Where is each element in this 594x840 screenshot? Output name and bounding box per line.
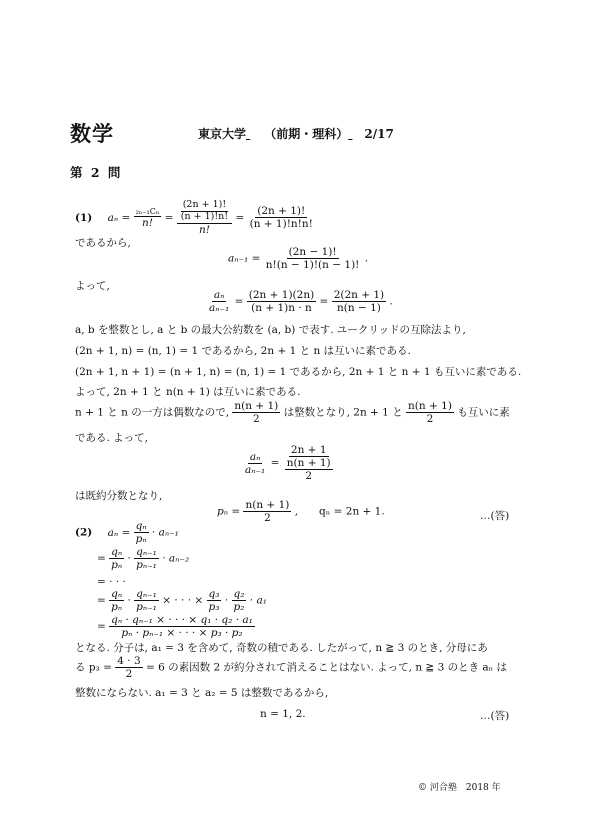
eq4-eq: = xyxy=(270,457,280,470)
line2-a: る p₃ = xyxy=(75,661,112,674)
eq2-frac xyxy=(264,246,362,271)
line2-b: = 6 の素因数 2 が約分されて消えることはない. よって, n ≧ 3 のとき aₙ は xyxy=(145,661,508,674)
part1-text-2: よって, xyxy=(75,280,110,292)
eq3-rhs-frac xyxy=(332,289,386,314)
part1-text-1: であるから, xyxy=(75,237,131,249)
part2-step-4: = $\frac{\text{qₙ}}{\text{pₙ}}$ · $\frac{\text{qₙ₋₁}}{\text{pₙ₋₁}}$ × · · · × $\frac{\text{q₃}}{\text{p₃}}$ · $\frac{\text{q₂}}{\text{p₂}}$ · a₁ xyxy=(97,588,267,614)
header-university: 東京大学 xyxy=(198,127,247,141)
eq1-frac-b xyxy=(177,200,232,236)
part1-line-6: よって, 2n + 1 と n(n + 1) は互いに素である. xyxy=(75,386,301,398)
line7-frac-2-num: n(n + 1) xyxy=(408,400,452,412)
eq1-inner-den: (n + 1)!n! xyxy=(180,210,229,222)
eq1-frac-c xyxy=(248,205,315,230)
s4-c-num: q₃ xyxy=(208,588,220,600)
part1-eq4 xyxy=(243,444,335,482)
s5-num: qₙ · qₙ₋₁ × · · · × q₁ · q₂ · a₁ xyxy=(111,614,253,626)
part1-line-7 xyxy=(75,400,510,425)
eq3-mid-num: (2n + 1)(2n) xyxy=(248,289,315,301)
eq1-n-fact-2: n! xyxy=(198,223,210,236)
s2-a-den: pₙ xyxy=(111,559,123,572)
part1-line-9: は既約分数となり, xyxy=(75,490,163,502)
line7-a: n + 1 と n の一方は偶数なので, xyxy=(75,406,230,419)
part1-label: (1) xyxy=(75,211,93,224)
line7-frac-1-num: n(n + 1) xyxy=(234,400,279,412)
subject-title: 数学 xyxy=(70,121,114,146)
line7-frac-2 xyxy=(406,400,454,425)
s4-frac-b xyxy=(134,588,159,613)
s4-b-num: qₙ₋₁ xyxy=(136,588,157,600)
eq2-lhs: aₙ₋₁ = xyxy=(228,252,261,265)
part1-eq3: $\frac{\text{aₙ}}{\text{aₙ₋₁}}$ = $\frac{(2n + 1)(2n)}{(n + 1)n \cdot n}$ = $\frac{2(2n + 1)}{n(n - 1)}$ . xyxy=(209,289,393,315)
part2-line-1: となる. 分子は, a₁ = 3 を含めて, 奇数の積である. したがって, n ≧ 3 のとき, 分母にあ xyxy=(75,642,488,654)
s1-lhs: aₙ = xyxy=(107,526,131,539)
part1-line-4: (2n + 1, n) = (n, 1) = 1 であるから, 2n + 1 と n は互いに素である. xyxy=(75,345,411,357)
s4-mid: × · · · × xyxy=(162,594,204,607)
eq4-inner-num: n(n + 1) xyxy=(286,457,331,470)
part2-answer-mark: …(答) xyxy=(480,710,510,722)
s2-b-num: qₙ₋₁ xyxy=(136,546,157,558)
part1-answer xyxy=(217,499,385,524)
s4-frac-c xyxy=(207,588,222,613)
s4-d-den: p₂ xyxy=(233,601,245,614)
s2-frac-b xyxy=(134,546,159,571)
part1-line-gcd: a, b を整数とし, a と b の最大公約数を (a, b) で表す. ユークリッドの互除法より, xyxy=(75,324,466,336)
s4-d-num: q₂ xyxy=(233,588,245,600)
line2-frac-den: 2 xyxy=(125,668,133,681)
part2-step-2: = $\frac{\text{qₙ}}{\text{pₙ}}$ · $\frac{\text{qₙ₋₁}}{\text{pₙ₋₁}}$ · aₙ₋₂ xyxy=(97,546,190,572)
eq4-top-num: aₙ xyxy=(249,450,261,463)
s1-frac xyxy=(134,520,149,545)
question-title: 第 2 問 xyxy=(70,165,121,180)
s5-den: pₙ · pₙ₋₁ × · · · × p₃ · p₂ xyxy=(121,627,243,640)
eq1-frac-a xyxy=(134,207,162,229)
eq2-num: (2n − 1)! xyxy=(288,246,337,258)
eq2-den: n!(n − 1)!(n − 1)! xyxy=(265,259,360,272)
eq1-rhs-den: (n + 1)!n!n! xyxy=(249,218,313,231)
line7-b: は整数となり, 2n + 1 と xyxy=(283,406,403,419)
line7-frac-2-den: 2 xyxy=(426,413,434,426)
part1-eq2: aₙ₋₁ = $\frac{(2n - 1)!}{n!(n - 1)!(n - 1)!}$ . xyxy=(228,246,369,272)
copyright-footer: © 河合塾 2018 年 xyxy=(418,783,501,793)
eq4-top-den: aₙ₋₁ xyxy=(245,463,266,476)
s4-frac-a xyxy=(109,588,124,613)
eq3-rhs-den: n(n − 1) xyxy=(336,302,381,315)
part1-answer-mark: …(答) xyxy=(480,510,510,522)
s1-tail: · aₙ₋₁ xyxy=(151,526,179,539)
s4-c-den: p₃ xyxy=(208,601,220,614)
eq4-inner-frac xyxy=(285,457,333,482)
s4-frac-d xyxy=(232,588,247,613)
s4-tail: · a₁ xyxy=(249,594,267,607)
eq1-n-fact: n! xyxy=(141,217,153,230)
line2-frac-num: 4 · 3 xyxy=(117,655,141,667)
line7-frac-1 xyxy=(232,400,280,425)
s2-tail: · aₙ₋₂ xyxy=(162,552,190,565)
part2-line-2 xyxy=(75,655,507,680)
s5-frac xyxy=(109,614,255,639)
eq1-comb: ₂ₙ₋₁Cₙ xyxy=(135,206,160,216)
eq3-lhs-den: aₙ₋₁ xyxy=(209,302,230,315)
line2-frac xyxy=(115,655,142,680)
s1-den: pₙ xyxy=(135,533,147,546)
eq3-mid-den: (n + 1)n · n xyxy=(251,302,312,315)
part2-final: n = 1, 2. xyxy=(260,708,306,720)
eq1-inner-num: (2n + 1)! xyxy=(182,199,227,210)
s2-frac-a xyxy=(109,546,124,571)
part2-step-3: = · · · xyxy=(97,576,126,588)
eq4-inner-den: 2 xyxy=(305,470,313,483)
line7-frac-1-den: 2 xyxy=(252,413,260,426)
part2-step-1 xyxy=(75,520,179,545)
eq1-lhs: aₙ = xyxy=(107,211,131,224)
eq3-lhs-frac xyxy=(207,289,231,314)
ans-p-den: 2 xyxy=(264,512,271,525)
part1-eq1: (1) aₙ = $\frac{\text{₂ₙ₋₁Cₙ}}{n!}$ = $\frac{\frac{(2n + 1)!}{(n + 1)!n!}}{n!}$ = $\frac{(2n + 1)!}{(n + 1)!n!n!}$ xyxy=(75,199,313,236)
line7-c: も互いに素 xyxy=(457,406,510,419)
eq1-rhs-num: (2n + 1)! xyxy=(257,205,306,218)
eq4-num: 2n + 1 xyxy=(290,444,327,456)
page-header xyxy=(198,125,394,142)
part2-label: (2) xyxy=(75,526,93,539)
ans-p-num: n(n + 1) xyxy=(245,499,290,511)
ans-p: pₙ = xyxy=(217,505,241,518)
eq4-frac xyxy=(283,444,335,482)
s2-b-den: pₙ₋₁ xyxy=(136,559,157,572)
s1-num: qₙ xyxy=(135,520,147,532)
eq1-frac-b-num xyxy=(177,200,232,224)
eq3-rhs-num: 2(2n + 1) xyxy=(333,289,385,301)
part2-step-5: = $\frac{\text{qₙ · qₙ₋₁ × · · · × q₁ · q₂ · a₁}}{\text{pₙ · pₙ₋₁ × · · · × p₃ · p₂}}$ xyxy=(97,614,253,640)
header-section: （前期・理科） xyxy=(264,127,349,141)
ans-p-frac xyxy=(243,499,291,524)
part1-line-5: (2n + 1, n + 1) = (n + 1, n) = (n, 1) = 1 であるから, 2n + 1 と n + 1 も互いに素である. xyxy=(75,366,522,378)
s4-b-den: pₙ₋₁ xyxy=(136,601,157,614)
eq3-mid-frac xyxy=(247,289,316,314)
s4-a-num: qₙ xyxy=(111,588,123,600)
eq3-lhs-num: aₙ xyxy=(213,289,225,301)
eq4-den xyxy=(283,457,335,482)
s4-a-den: pₙ xyxy=(111,601,123,614)
eq4-top-frac xyxy=(243,451,267,476)
part2-line-3: 整数にならない. a₁ = 3 と a₂ = 5 は整数であるから, xyxy=(75,687,329,699)
part1-line-8: である. よって, xyxy=(75,432,149,444)
ans-q: , qₙ = 2n + 1. xyxy=(294,505,385,518)
eq1-inner-frac xyxy=(179,200,230,223)
s2-a-num: qₙ xyxy=(111,546,123,558)
header-page-number: 2/17 xyxy=(364,127,394,141)
